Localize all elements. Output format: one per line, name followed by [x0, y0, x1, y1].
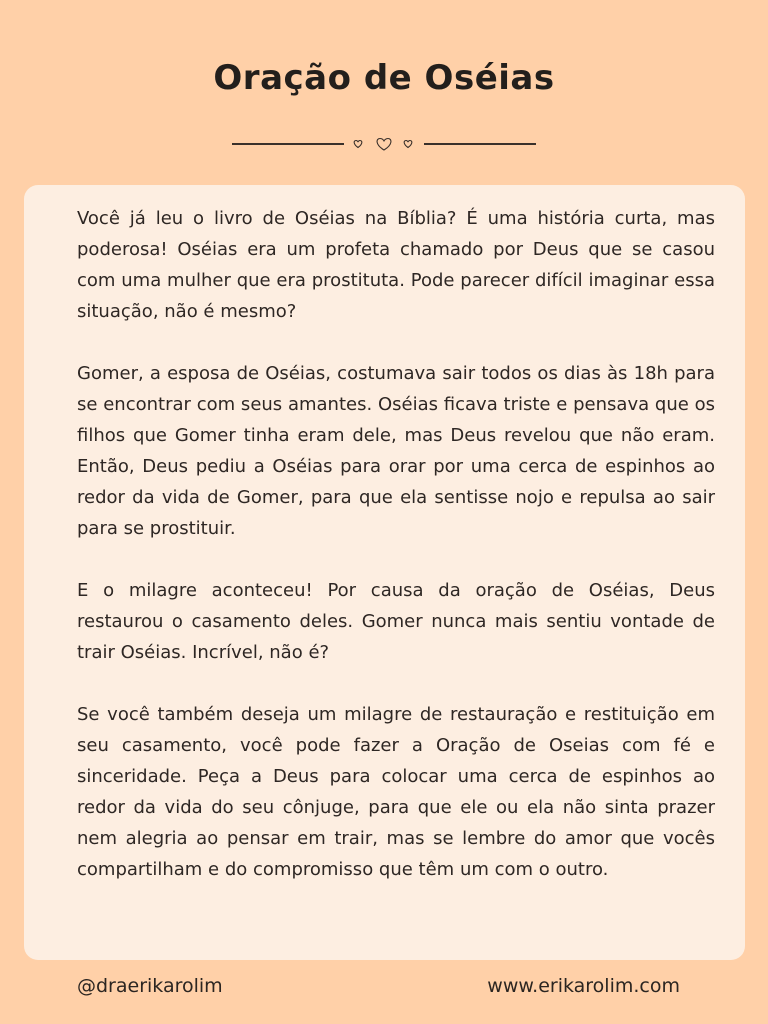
paragraph: E o milagre aconteceu! Por causa da oração de Oséias, Deus restaurou o casamento deles. Gomer nunca mais sentiu vontade de trair Oséias. Incrível, não é?: [77, 580, 715, 663]
paragraph: Gomer, a esposa de Oséias, costumava sair todos os dias às 18h para se encontrar com seus amantes. Oséias ficava triste e pensava que os filhos que Gomer tinha eram dele, mas Deus revelou que não eram. Então, Deus pediu a Oséias para orar por uma cerca de espinhos ao redor da vida de Gomer, para que ela sentisse nojo e repulsa ao sair para se prostituir.: [77, 363, 715, 539]
heart-icon: [354, 141, 362, 148]
heart-divider: [232, 134, 536, 154]
content-card: [24, 185, 745, 960]
social-handle: @draerikarolim: [77, 975, 223, 997]
paragraph: Você já leu o livro de Oséias na Bíblia? É uma história curta, mas poderosa! Oséias era um profeta chamado por Deus que se casou com uma mulher que era prostituta. Pode parecer difícil imaginar essa situação, não é mesmo?: [77, 208, 715, 322]
divider-line-left: [232, 143, 344, 145]
divider-line-right: [424, 143, 536, 145]
page-title: Oração de Oséias: [213, 58, 555, 98]
heart-icon: [377, 139, 391, 151]
article-body: [77, 203, 715, 885]
paragraph: Se você também deseja um milagre de restauração e restituição em seu casamento, você pode fazer a Oração de Oseias com fé e sinceridade. Peça a Deus para colocar uma cerca de espinhos ao redor da vida do seu cônjuge, para que ele ou ela não sinta prazer nem alegria ao pensar em trair, mas se lembre do amor que vocês compartilham e do compromisso que têm um com o outro.: [77, 704, 715, 880]
hearts-group: [344, 134, 424, 154]
website-link[interactable]: www.erikarolim.com: [487, 975, 680, 997]
heart-icon: [404, 141, 412, 148]
